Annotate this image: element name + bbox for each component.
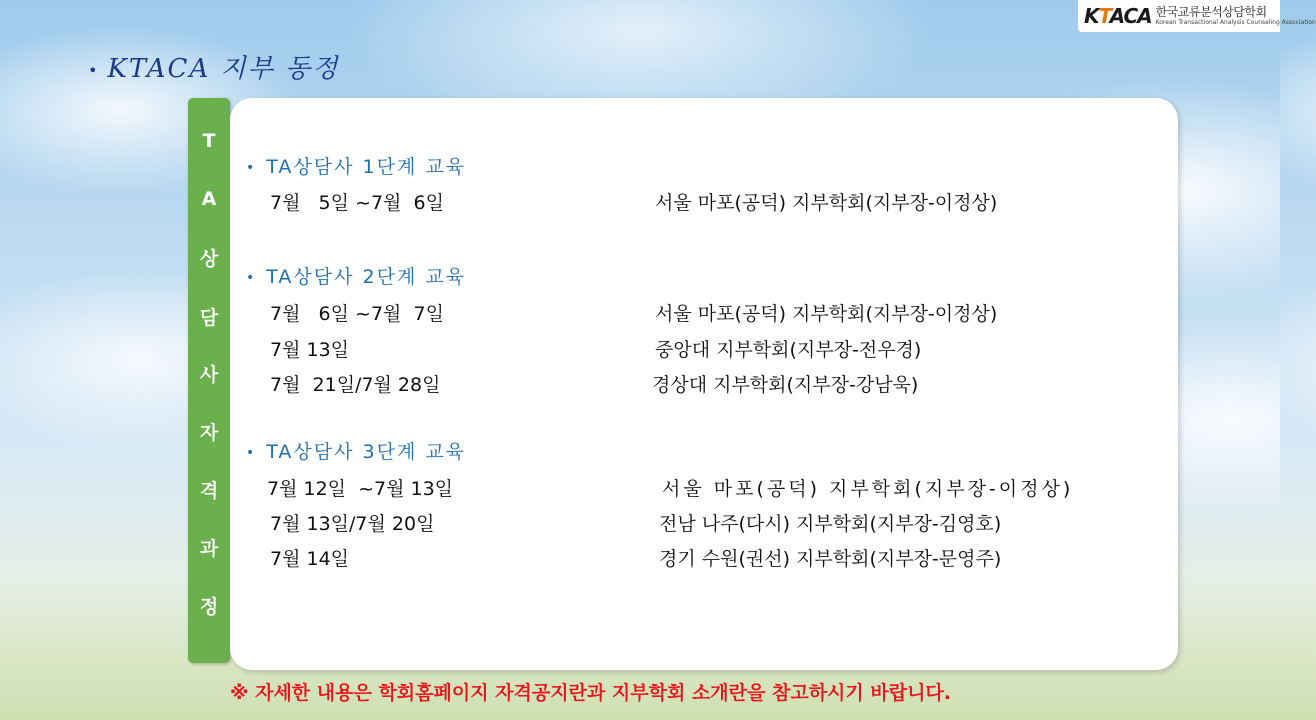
bullet-icon: • xyxy=(246,444,257,461)
schedule-place: 경기 수원(권선) 지부학회(지부장-문영주) xyxy=(659,548,1002,570)
slide-title-text: KTACA 지부 동정 xyxy=(107,54,340,84)
logo-name-english: Korean Transactional Analysis Counseling Association xyxy=(1155,19,1316,26)
sidebar-char: 정 xyxy=(199,596,219,618)
schedule-date: 7월 5일 ~7월 6일 xyxy=(270,192,444,214)
section-title: • TA상담사 2단계 교육 xyxy=(246,266,467,288)
sidebar-char: 격 xyxy=(199,480,219,502)
section-title: • TA상담사 3단계 교육 xyxy=(246,441,467,463)
sidebar-char: 사 xyxy=(199,364,219,386)
course-sidebar xyxy=(188,98,230,663)
logo-text xyxy=(1156,6,1316,26)
schedule-date: 7월 6일 ~7월 7일 xyxy=(270,303,444,325)
logo-name-korean: 한국교류분석상담학회 xyxy=(1155,5,1267,19)
footer-notice: ※ 자세한 내용은 학회홈페이지 자격공지란과 지부학회 소개란을 참고하시기 바랍니다. xyxy=(230,682,951,704)
section-title: • TA상담사 1단계 교육 xyxy=(246,156,467,178)
schedule-date: 7월 12일 ~7월 13일 xyxy=(267,478,454,500)
bullet-icon: • xyxy=(246,159,257,176)
schedule-date: 7월 13일/7월 20일 xyxy=(270,513,435,535)
sidebar-char: 담 xyxy=(199,307,219,329)
schedule-place: 서울 마포(공덕) 지부학회(지부장-이정상) xyxy=(655,303,998,325)
schedule-place: 서울 마포(공덕) 지부학회(지부장-이정상) xyxy=(655,192,998,214)
sidebar-char: T xyxy=(202,130,216,152)
schedule-place: 중앙대 지부학회(지부장-전우경) xyxy=(655,339,922,361)
sidebar-char: 과 xyxy=(199,538,219,560)
schedule-date: 7월 14일 xyxy=(270,548,350,570)
schedule-place: 경상대 지부학회(지부장-강남욱) xyxy=(652,374,919,396)
sidebar-char: A xyxy=(201,188,217,210)
sidebar-char: 자 xyxy=(199,422,219,444)
bullet-icon: • xyxy=(88,60,100,80)
schedule-place: 서울 마포(공덕) 지부학회(지부장-이정상) xyxy=(662,478,1074,500)
schedule-place: 전남 나주(다시) 지부학회(지부장-김영호) xyxy=(659,513,1002,535)
schedule-date: 7월 13일 xyxy=(270,339,350,361)
ktaca-logo xyxy=(1078,0,1316,32)
schedule-date: 7월 21일/7월 28일 xyxy=(270,374,441,396)
slide-title xyxy=(88,48,339,85)
bullet-icon: • xyxy=(246,269,257,286)
logo-mark: KTACA xyxy=(1084,4,1152,28)
sidebar-char: 상 xyxy=(199,248,219,270)
